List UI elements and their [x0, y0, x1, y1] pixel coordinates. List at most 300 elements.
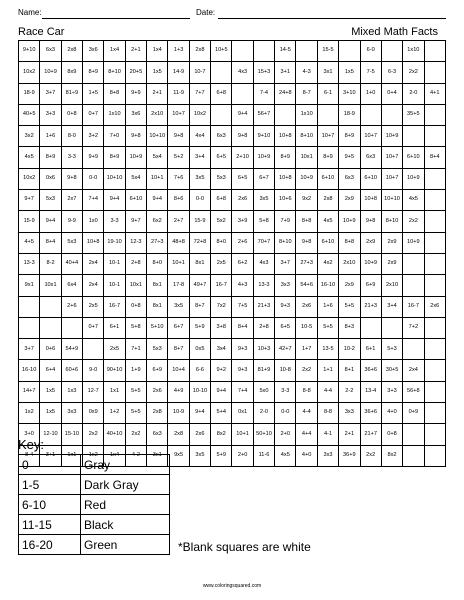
grid-cell[interactable] [61, 317, 82, 338]
grid-cell[interactable]: 3x5 [253, 190, 274, 211]
grid-cell[interactable]: 2x9 [339, 190, 360, 211]
grid-cell[interactable]: 56+7 [253, 104, 274, 125]
grid-cell[interactable]: 5+8 [253, 211, 274, 232]
grid-cell[interactable]: 2x2 [83, 424, 104, 445]
grid-cell[interactable]: 4+0 [381, 403, 402, 424]
grid-cell[interactable] [403, 445, 424, 466]
grid-cell[interactable]: 15+3 [253, 62, 274, 83]
grid-cell[interactable]: 12-10 [40, 424, 61, 445]
grid-cell[interactable]: 4-1 [317, 424, 338, 445]
grid-cell[interactable]: 2x9 [339, 275, 360, 296]
grid-cell[interactable]: 0x1 [232, 403, 253, 424]
grid-cell[interactable]: 8+9 [104, 147, 125, 168]
grid-cell[interactable]: 8+9 [40, 147, 61, 168]
grid-cell[interactable]: 5x4 [147, 147, 168, 168]
grid-cell[interactable]: 8+8 [339, 232, 360, 253]
grid-cell[interactable]: 2x10 [339, 253, 360, 274]
grid-cell[interactable]: 0+7 [83, 317, 104, 338]
grid-cell[interactable] [40, 296, 61, 317]
grid-cell[interactable]: 4+4 [296, 424, 317, 445]
grid-cell[interactable] [381, 317, 402, 338]
grid-cell[interactable]: 5x4 [125, 168, 146, 189]
grid-cell[interactable]: 7+1 [125, 339, 146, 360]
grid-cell[interactable] [232, 83, 253, 104]
grid-cell[interactable]: 8-8 [317, 403, 338, 424]
grid-cell[interactable]: 6+1 [104, 317, 125, 338]
grid-cell[interactable]: 1x5 [40, 403, 61, 424]
grid-cell[interactable]: 9+8 [296, 232, 317, 253]
grid-cell[interactable]: 6+5 [275, 317, 296, 338]
grid-cell[interactable]: 3x1 [147, 445, 168, 466]
grid-cell[interactable]: 6+10 [317, 168, 338, 189]
grid-cell[interactable]: 8-7 [296, 83, 317, 104]
grid-cell[interactable]: 9x5 [168, 445, 189, 466]
grid-cell[interactable] [40, 317, 61, 338]
grid-cell[interactable]: 4+9 [168, 381, 189, 402]
grid-cell[interactable]: 1+1 [317, 360, 338, 381]
grid-cell[interactable]: 2x9 [381, 253, 402, 274]
grid-cell[interactable]: 3+1 [275, 62, 296, 83]
grid-cell[interactable]: 3-3 [61, 147, 82, 168]
grid-cell[interactable]: 9x2 [296, 190, 317, 211]
grid-cell[interactable]: 7-5 [360, 62, 381, 83]
grid-cell[interactable] [381, 41, 402, 62]
grid-cell[interactable]: 7x2 [211, 296, 232, 317]
grid-cell[interactable]: 4+5 [19, 232, 40, 253]
grid-cell[interactable]: 1x0 [83, 211, 104, 232]
grid-cell[interactable] [83, 339, 104, 360]
grid-cell[interactable]: 10+1 [168, 253, 189, 274]
grid-cell[interactable] [424, 253, 445, 274]
grid-cell[interactable]: 10+3 [253, 339, 274, 360]
grid-cell[interactable]: 9+4 [104, 190, 125, 211]
grid-cell[interactable]: 5+4 [211, 403, 232, 424]
grid-cell[interactable]: 2x4 [83, 253, 104, 274]
grid-cell[interactable]: 10+6 [275, 190, 296, 211]
grid-cell[interactable]: 6+9 [360, 275, 381, 296]
grid-cell[interactable]: 6+10 [125, 190, 146, 211]
grid-cell[interactable]: 2+1 [125, 41, 146, 62]
grid-cell[interactable] [424, 275, 445, 296]
grid-cell[interactable]: 3+4 [189, 147, 210, 168]
grid-cell[interactable]: 2x2 [296, 360, 317, 381]
grid-cell[interactable]: 7-4 [253, 83, 274, 104]
grid-cell[interactable]: 13-4 [360, 381, 381, 402]
grid-cell[interactable]: 2x2 [125, 424, 146, 445]
grid-cell[interactable] [19, 317, 40, 338]
grid-cell[interactable]: 4x5 [275, 445, 296, 466]
grid-cell[interactable]: 8+4 [424, 147, 445, 168]
grid-cell[interactable]: 3x6 [83, 41, 104, 62]
grid-cell[interactable]: 5+9 [211, 445, 232, 466]
grid-cell[interactable]: 3+4 [381, 296, 402, 317]
grid-cell[interactable]: 8x1 [147, 275, 168, 296]
grid-cell[interactable]: 35+5 [403, 104, 424, 125]
grid-cell[interactable]: 0+8 [61, 104, 82, 125]
grid-cell[interactable]: 24+8 [275, 83, 296, 104]
grid-cell[interactable]: 5+9 [189, 317, 210, 338]
grid-cell[interactable] [381, 104, 402, 125]
grid-cell[interactable]: 4+3 [232, 275, 253, 296]
grid-cell[interactable]: 21+7 [360, 424, 381, 445]
grid-cell[interactable]: 1x5 [40, 381, 61, 402]
grid-cell[interactable]: 2+6 [232, 232, 253, 253]
grid-cell[interactable]: 1+9 [125, 360, 146, 381]
grid-cell[interactable]: 72+8 [189, 232, 210, 253]
grid-cell[interactable]: 0+4 [381, 83, 402, 104]
grid-cell[interactable]: 10+7 [317, 126, 338, 147]
grid-cell[interactable]: 2x4 [403, 360, 424, 381]
grid-cell[interactable]: 12-7 [83, 381, 104, 402]
grid-cell[interactable]: 8+9 [317, 147, 338, 168]
grid-cell[interactable]: 8-8 [296, 381, 317, 402]
grid-cell[interactable]: 54+9 [61, 339, 82, 360]
grid-cell[interactable]: 2x6 [189, 424, 210, 445]
grid-cell[interactable]: 4x5 [317, 211, 338, 232]
grid-cell[interactable]: 14-9 [168, 62, 189, 83]
grid-cell[interactable]: 5+10 [147, 317, 168, 338]
grid-cell[interactable]: 15-10 [61, 424, 82, 445]
grid-cell[interactable]: 15-9 [19, 211, 40, 232]
grid-cell[interactable]: 2x5 [83, 296, 104, 317]
grid-cell[interactable]: 9+10 [253, 126, 274, 147]
grid-cell[interactable]: 36+9 [339, 445, 360, 466]
grid-cell[interactable]: 7+6 [168, 168, 189, 189]
grid-cell[interactable]: 5+8 [125, 317, 146, 338]
grid-cell[interactable]: 6+5 [211, 147, 232, 168]
grid-cell[interactable]: 6x3 [211, 126, 232, 147]
grid-cell[interactable] [424, 445, 445, 466]
grid-cell[interactable]: 56+8 [403, 381, 424, 402]
grid-cell[interactable]: 10+7 [168, 104, 189, 125]
grid-cell[interactable]: 1x5 [147, 62, 168, 83]
grid-cell[interactable]: 10+5 [211, 41, 232, 62]
grid-cell[interactable]: 2x8 [168, 424, 189, 445]
grid-cell[interactable]: 0x5 [189, 339, 210, 360]
grid-cell[interactable]: 27÷3 [147, 232, 168, 253]
grid-cell[interactable]: 3x3 [317, 445, 338, 466]
grid-cell[interactable]: 3+2 [83, 126, 104, 147]
grid-cell[interactable]: 6+10 [360, 168, 381, 189]
grid-cell[interactable]: 0x6 [40, 168, 61, 189]
grid-cell[interactable]: 10x1 [40, 275, 61, 296]
grid-cell[interactable]: 16-7 [403, 296, 424, 317]
grid-cell[interactable] [403, 275, 424, 296]
grid-cell[interactable] [424, 168, 445, 189]
grid-cell[interactable]: 2x4 [83, 275, 104, 296]
grid-cell[interactable]: 2x8 [147, 403, 168, 424]
grid-cell[interactable]: 2x8 [189, 41, 210, 62]
grid-cell[interactable]: 10-7 [189, 62, 210, 83]
grid-cell[interactable]: 9+7 [19, 190, 40, 211]
grid-cell[interactable]: 8+4 [232, 317, 253, 338]
grid-cell[interactable]: 8+4 [40, 232, 61, 253]
grid-cell[interactable]: 1x4 [147, 41, 168, 62]
grid-cell[interactable]: 1+6 [40, 126, 61, 147]
grid-cell[interactable]: 8+1 [339, 360, 360, 381]
grid-cell[interactable]: 7+4 [83, 190, 104, 211]
grid-cell[interactable]: 9+8 [232, 126, 253, 147]
grid-cell[interactable]: 9+2 [211, 360, 232, 381]
grid-cell[interactable]: 9+4 [40, 211, 61, 232]
grid-cell[interactable]: 4-4 [296, 403, 317, 424]
grid-cell[interactable]: 8+9 [339, 126, 360, 147]
grid-cell[interactable] [424, 360, 445, 381]
grid-cell[interactable] [296, 41, 317, 62]
grid-cell[interactable]: 9+5 [339, 147, 360, 168]
grid-cell[interactable]: 1x2 [19, 403, 40, 424]
grid-cell[interactable]: 5x0 [253, 381, 274, 402]
grid-cell[interactable]: 10-5 [296, 317, 317, 338]
grid-cell[interactable]: 9+3 [232, 339, 253, 360]
grid-cell[interactable]: 5x3 [40, 190, 61, 211]
grid-cell[interactable]: 16-10 [317, 275, 338, 296]
grid-cell[interactable]: 3-3 [104, 211, 125, 232]
grid-cell[interactable]: 10+1 [232, 424, 253, 445]
grid-cell[interactable] [424, 403, 445, 424]
grid-cell[interactable]: 2x6 [296, 296, 317, 317]
grid-cell[interactable]: 3x3 [339, 403, 360, 424]
grid-cell[interactable] [424, 41, 445, 62]
grid-cell[interactable]: 10+9 [253, 147, 274, 168]
grid-cell[interactable]: 15-5 [317, 41, 338, 62]
grid-cell[interactable]: 3+1 [40, 445, 61, 466]
grid-cell[interactable]: 10+8 [83, 232, 104, 253]
grid-cell[interactable]: 8+3 [339, 317, 360, 338]
grid-cell[interactable]: 4-2 [125, 445, 146, 466]
grid-cell[interactable]: 3+7 [19, 339, 40, 360]
grid-cell[interactable]: 10+9 [125, 147, 146, 168]
grid-cell[interactable]: 18-9 [339, 104, 360, 125]
grid-cell[interactable]: 4-4 [317, 381, 338, 402]
grid-cell[interactable]: 10+1 [147, 168, 168, 189]
grid-cell[interactable]: 8x2 [381, 445, 402, 466]
grid-cell[interactable]: 9+4 [147, 190, 168, 211]
grid-cell[interactable]: 49+7 [189, 275, 210, 296]
grid-cell[interactable] [403, 253, 424, 274]
grid-cell[interactable]: 6+10 [403, 147, 424, 168]
grid-cell[interactable]: 8+9 [83, 62, 104, 83]
grid-cell[interactable] [424, 126, 445, 147]
grid-cell[interactable] [360, 317, 381, 338]
grid-cell[interactable]: 10+9 [296, 168, 317, 189]
grid-cell[interactable]: 3+7 [275, 253, 296, 274]
grid-cell[interactable] [403, 424, 424, 445]
grid-cell[interactable]: 9+4 [189, 403, 210, 424]
grid-cell[interactable]: 50+10 [253, 424, 274, 445]
grid-cell[interactable]: 13-3 [253, 275, 274, 296]
grid-cell[interactable]: 3x1 [317, 62, 338, 83]
grid-cell[interactable]: 3x2 [19, 126, 40, 147]
grid-cell[interactable]: 10+10 [147, 126, 168, 147]
grid-cell[interactable] [424, 190, 445, 211]
grid-cell[interactable]: 6+7 [253, 168, 274, 189]
grid-cell[interactable]: 10+7 [381, 147, 402, 168]
grid-cell[interactable]: 0x9 [83, 403, 104, 424]
grid-cell[interactable]: 1+3 [168, 41, 189, 62]
grid-cell[interactable] [424, 381, 445, 402]
grid-cell[interactable]: 10x2 [19, 62, 40, 83]
grid-cell[interactable]: 2+8 [125, 253, 146, 274]
grid-cell[interactable]: 2x8 [317, 190, 338, 211]
grid-cell[interactable]: 1+5 [83, 83, 104, 104]
grid-cell[interactable]: 2x2 [403, 62, 424, 83]
grid-cell[interactable]: 9-9 [61, 211, 82, 232]
grid-cell[interactable]: 6-6 [189, 360, 210, 381]
grid-cell[interactable]: 10-1 [104, 275, 125, 296]
grid-cell[interactable]: 1x2 [83, 445, 104, 466]
grid-cell[interactable]: 10+7 [360, 126, 381, 147]
grid-cell[interactable]: 4x3 [232, 62, 253, 83]
grid-cell[interactable]: 6+10 [317, 232, 338, 253]
grid-cell[interactable]: 9+4 [232, 104, 253, 125]
grid-cell[interactable]: 8x1 [147, 296, 168, 317]
grid-cell[interactable]: 10+8 [360, 190, 381, 211]
grid-cell[interactable]: 9+4 [211, 381, 232, 402]
grid-cell[interactable]: 5+3 [381, 339, 402, 360]
grid-cell[interactable]: 10x1 [296, 147, 317, 168]
grid-cell[interactable]: 10+9 [360, 253, 381, 274]
grid-cell[interactable]: 1+0 [360, 83, 381, 104]
grid-cell[interactable]: 2x5 [104, 339, 125, 360]
grid-cell[interactable]: 6+1 [360, 339, 381, 360]
grid-cell[interactable]: 40+10 [104, 424, 125, 445]
grid-cell[interactable]: 6+5 [232, 168, 253, 189]
grid-cell[interactable]: 1x3 [61, 381, 82, 402]
grid-cell[interactable]: 6+9 [147, 360, 168, 381]
grid-cell[interactable]: 1x5 [339, 62, 360, 83]
grid-cell[interactable]: 17-8 [168, 275, 189, 296]
grid-cell[interactable]: 8+10 [104, 62, 125, 83]
grid-cell[interactable]: 5+2 [168, 147, 189, 168]
grid-cell[interactable]: 8+7 [189, 296, 210, 317]
grid-cell[interactable] [232, 41, 253, 62]
grid-cell[interactable]: 27+3 [296, 253, 317, 274]
grid-cell[interactable]: 7+4 [232, 381, 253, 402]
grid-cell[interactable]: 7+7 [189, 83, 210, 104]
grid-cell[interactable]: 10+4 [168, 360, 189, 381]
grid-cell[interactable]: 8+8 [104, 83, 125, 104]
grid-cell[interactable]: 8+0 [147, 253, 168, 274]
grid-cell[interactable]: 20+5 [125, 62, 146, 83]
grid-cell[interactable]: 2+7 [168, 211, 189, 232]
grid-cell[interactable]: 2-2 [339, 381, 360, 402]
grid-cell[interactable]: 10-9 [168, 403, 189, 424]
grid-cell[interactable]: 8+9 [275, 147, 296, 168]
grid-cell[interactable]: 2+0 [232, 445, 253, 466]
grid-cell[interactable]: 5+5 [317, 317, 338, 338]
grid-cell[interactable]: 7+5 [232, 296, 253, 317]
grid-cell[interactable]: 2x10 [381, 275, 402, 296]
grid-cell[interactable]: 3+10 [339, 83, 360, 104]
grid-cell[interactable]: 3x3 [275, 275, 296, 296]
grid-cell[interactable]: 3x4 [211, 339, 232, 360]
grid-cell[interactable]: 3+9 [232, 211, 253, 232]
grid-cell[interactable]: 2+1 [339, 424, 360, 445]
grid-cell[interactable]: 6x3 [147, 424, 168, 445]
grid-cell[interactable]: 1x10 [296, 104, 317, 125]
grid-cell[interactable]: 8+10 [381, 211, 402, 232]
grid-cell[interactable]: 2+1 [147, 83, 168, 104]
grid-cell[interactable]: 1x4 [104, 445, 125, 466]
grid-cell[interactable]: 14+7 [19, 381, 40, 402]
grid-cell[interactable] [424, 317, 445, 338]
grid-cell[interactable]: 4+0 [296, 445, 317, 466]
grid-cell[interactable]: 2x9 [381, 232, 402, 253]
grid-cell[interactable]: 2x2 [403, 211, 424, 232]
grid-cell[interactable] [424, 62, 445, 83]
grid-cell[interactable]: 14-5 [275, 41, 296, 62]
grid-cell[interactable]: 9+8 [61, 168, 82, 189]
grid-cell[interactable]: 60+6 [61, 360, 82, 381]
grid-cell[interactable] [211, 62, 232, 83]
grid-cell[interactable]: 2x10 [147, 104, 168, 125]
grid-cell[interactable]: 5+5 [339, 296, 360, 317]
grid-cell[interactable]: 6x2 [147, 211, 168, 232]
grid-cell[interactable]: 4x4 [189, 126, 210, 147]
grid-cell[interactable]: 9+9 [83, 147, 104, 168]
grid-cell[interactable]: 19-10 [104, 232, 125, 253]
grid-cell[interactable] [275, 104, 296, 125]
grid-cell[interactable]: 8x9 [61, 62, 82, 83]
grid-cell[interactable]: 4-3 [296, 62, 317, 83]
grid-cell[interactable]: 1x10 [403, 41, 424, 62]
grid-cell[interactable]: 5x2 [211, 211, 232, 232]
grid-cell[interactable]: 0-0 [189, 190, 210, 211]
grid-cell[interactable]: 8+10 [296, 126, 317, 147]
grid-cell[interactable]: 10-10 [189, 381, 210, 402]
grid-cell[interactable] [403, 339, 424, 360]
grid-cell[interactable]: 8-0 [61, 126, 82, 147]
grid-cell[interactable]: 9-0 [83, 360, 104, 381]
grid-cell[interactable]: 2x2 [360, 445, 381, 466]
grid-cell[interactable]: 8+0 [211, 232, 232, 253]
grid-cell[interactable]: 9+8 [168, 126, 189, 147]
grid-cell[interactable]: 10+9 [403, 232, 424, 253]
grid-cell[interactable]: 5+5 [125, 381, 146, 402]
grid-cell[interactable]: 10x1 [125, 275, 146, 296]
grid-cell[interactable]: 81+9 [253, 360, 274, 381]
grid-cell[interactable]: 3+8 [211, 317, 232, 338]
grid-cell[interactable]: 8x2 [211, 424, 232, 445]
grid-cell[interactable]: 3+7 [40, 83, 61, 104]
grid-cell[interactable]: 2-0 [403, 83, 424, 104]
grid-cell[interactable]: 48+8 [168, 232, 189, 253]
grid-cell[interactable]: 10-8 [275, 360, 296, 381]
grid-cell[interactable]: 10-2 [339, 339, 360, 360]
grid-cell[interactable]: 90+10 [104, 360, 125, 381]
grid-cell[interactable]: 5x3 [61, 232, 82, 253]
grid-cell[interactable]: 6+4 [40, 360, 61, 381]
grid-cell[interactable]: 7+0 [104, 126, 125, 147]
grid-cell[interactable]: 3x5 [189, 445, 210, 466]
grid-cell[interactable]: 13-5 [317, 339, 338, 360]
grid-cell[interactable]: 6+8 [211, 83, 232, 104]
grid-cell[interactable]: 16-10 [19, 360, 40, 381]
grid-cell[interactable]: 2x5 [211, 253, 232, 274]
grid-cell[interactable]: 9+7 [125, 211, 146, 232]
grid-cell[interactable]: 4x3 [253, 253, 274, 274]
grid-cell[interactable]: 10x2 [189, 104, 210, 125]
grid-cell[interactable]: 7+9 [275, 211, 296, 232]
grid-cell[interactable]: 10+9 [403, 168, 424, 189]
grid-cell[interactable]: 9+8 [125, 126, 146, 147]
grid-cell[interactable] [403, 126, 424, 147]
grid-cell[interactable] [317, 104, 338, 125]
grid-cell[interactable]: 3x5 [189, 168, 210, 189]
grid-cell[interactable]: 3+3 [40, 104, 61, 125]
grid-cell[interactable] [360, 104, 381, 125]
